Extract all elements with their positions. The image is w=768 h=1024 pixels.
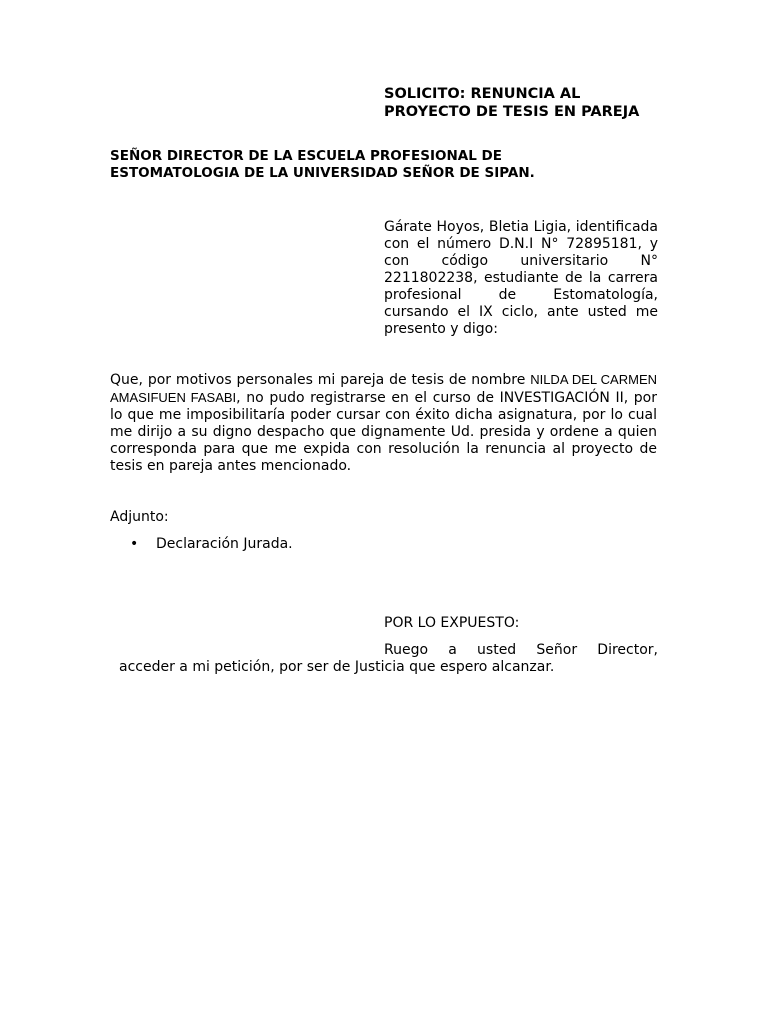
attachments-label: Adjunto: [110, 509, 169, 525]
petitioner-paragraph: Gárate Hoyos, Bletia Ligia, identificada con el número D.N.I N° 72895181, y con código universitario N° 2211802238, estudiante de la carrera profesional de Estomatología, cursando el IX ciclo, ante usted me presento y digo: [384, 219, 658, 337]
addressee-heading [110, 148, 670, 182]
body-paragraph [110, 371, 657, 475]
body-intro-text: Que, por motivos personales mi pareja de tesis de nombre [110, 372, 531, 388]
bullet-icon: • [130, 536, 139, 552]
closing-line-1: Ruego a usted Señor Director, [384, 642, 658, 658]
addressee-line-2: ESTOMATOLOGIA DE LA UNIVERSIDAD SEÑOR DE SIPAN. [110, 165, 535, 181]
partner-name-text: NILDA DEL CARMEN AMASIFUEN FASABI [110, 372, 658, 405]
subject-line-1: SOLICITO: RENUNCIA AL [384, 86, 581, 102]
attachment-item-text: Declaración Jurada. [156, 536, 293, 552]
attachment-list-item [130, 536, 530, 553]
closing-heading: POR LO EXPUESTO: [384, 615, 520, 631]
subject-heading [384, 85, 674, 121]
closing-line-2: acceder a mi petición, por ser de Justicia que espero alcanzar. [119, 659, 555, 675]
body-rest-text: , no pudo registrarse en el curso de INVESTIGACIÓN II, por lo que me imposibilitaría poder cursar con éxito dicha asignatura, por lo cual me dirijo a su digno despacho que dignamente Ud. presida y ordene a quien corresponda para que me expida con resolución la renuncia al proyecto de tesis en pareja antes mencionado. [110, 390, 657, 474]
subject-line-2: PROYECTO DE TESIS EN PAREJA [384, 104, 640, 120]
addressee-line-1: SEÑOR DIRECTOR DE LA ESCUELA PROFESIONAL DE [110, 148, 502, 164]
